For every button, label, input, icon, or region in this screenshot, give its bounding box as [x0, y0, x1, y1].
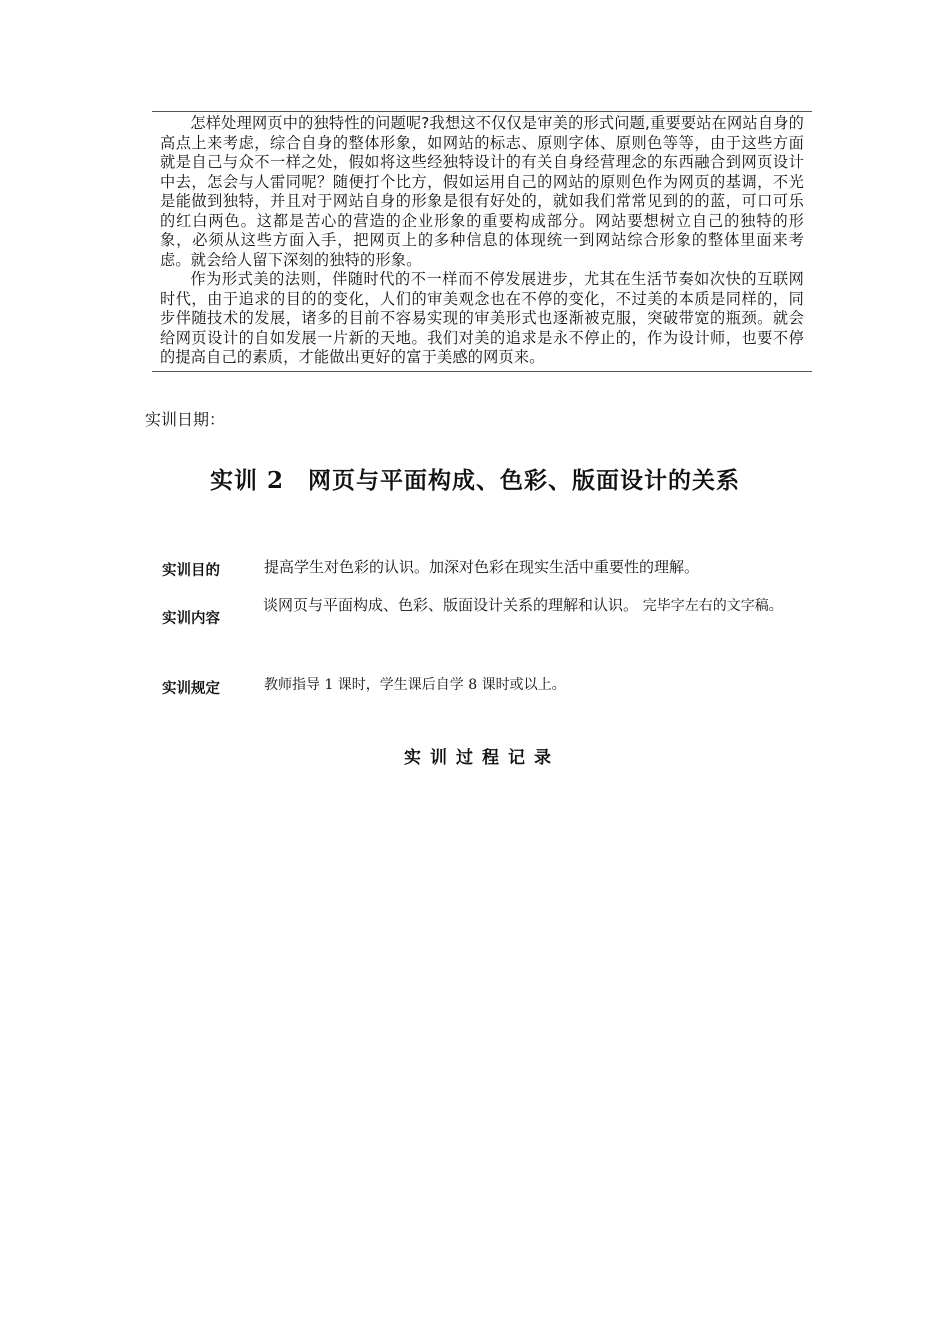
- training-content-note: 完毕字左右的文字稿。: [642, 598, 783, 614]
- training-content-label: 实训内容: [162, 611, 220, 627]
- essay-paragraph-1: 怎样处理网页中的独特性的问题呢?我想这不仅仅是审美的形式问题,重要要站在网站自身的高点上来考虑，综合自身的整体形象，如网站的标志、原则字体、原则色等等，由于这些方面就是自己与众不一样之处，假如将这些经独特设计的有关自身经营理念的东西融合到网页设计中去，怎会与人雷同呢？随便打个比方，假如运用自己的网站的原则色作为网页的基调，不光是能做到独特，并且对于网站自身的形象是很有好处的，就如我们常常见到的的蓝，可口可乐的红白两色。这都是苦心的营造的企业形象的重要构成部分。网站要想树立自己的独特的形象，必须从这些方面入手，把网页上的多种信息的体现统一到网站综合形象的整体里面来考虑。就会给人留下深刻的独特的形象。: [160, 114, 804, 269]
- training-goal-text: 提高学生对色彩的认识。加深对色彩在现实生活中重要性的理解。: [264, 558, 700, 576]
- training-content-text: 谈网页与平面构成、色彩、版面设计关系的理解和认识。: [263, 596, 639, 614]
- essay-paragraph-2: 作为形式美的法则，伴随时代的不一样而不停发展进步，尤其在生活节奏如次快的互联网时代，由于追求的目的的变化，人们的审美观念也在不停的变化，不过美的本质是同样的，同步伴随技术的发展，诸多的目前不容易实现的审美形式也逐渐被克服，突破带宽的瓶颈。就会给网页设计的自如发展一片新的天地。我们对美的追求是永不停止的，作为设计师，也要不停的提高自己的素质，才能做出更好的富于美感的网页来。: [160, 270, 804, 366]
- training-goal-label: 实训目的: [162, 563, 220, 579]
- training-goal-content: [248, 556, 812, 579]
- training-date-label: 实训日期：: [145, 410, 226, 429]
- training-content-content: [248, 594, 812, 618]
- section-title: 实训 2 网页与平面构成、色彩、版面设计的关系: [209, 467, 740, 494]
- training-requirement-label: 实训规定: [162, 681, 220, 697]
- training-requirement-text: 教师指导 1 课时，学生课后自学 8 课时或以上。: [264, 677, 566, 693]
- essay-text-box: [152, 111, 812, 372]
- training-requirement-content: [248, 674, 812, 697]
- process-record-title: 实训过程记录: [404, 748, 560, 768]
